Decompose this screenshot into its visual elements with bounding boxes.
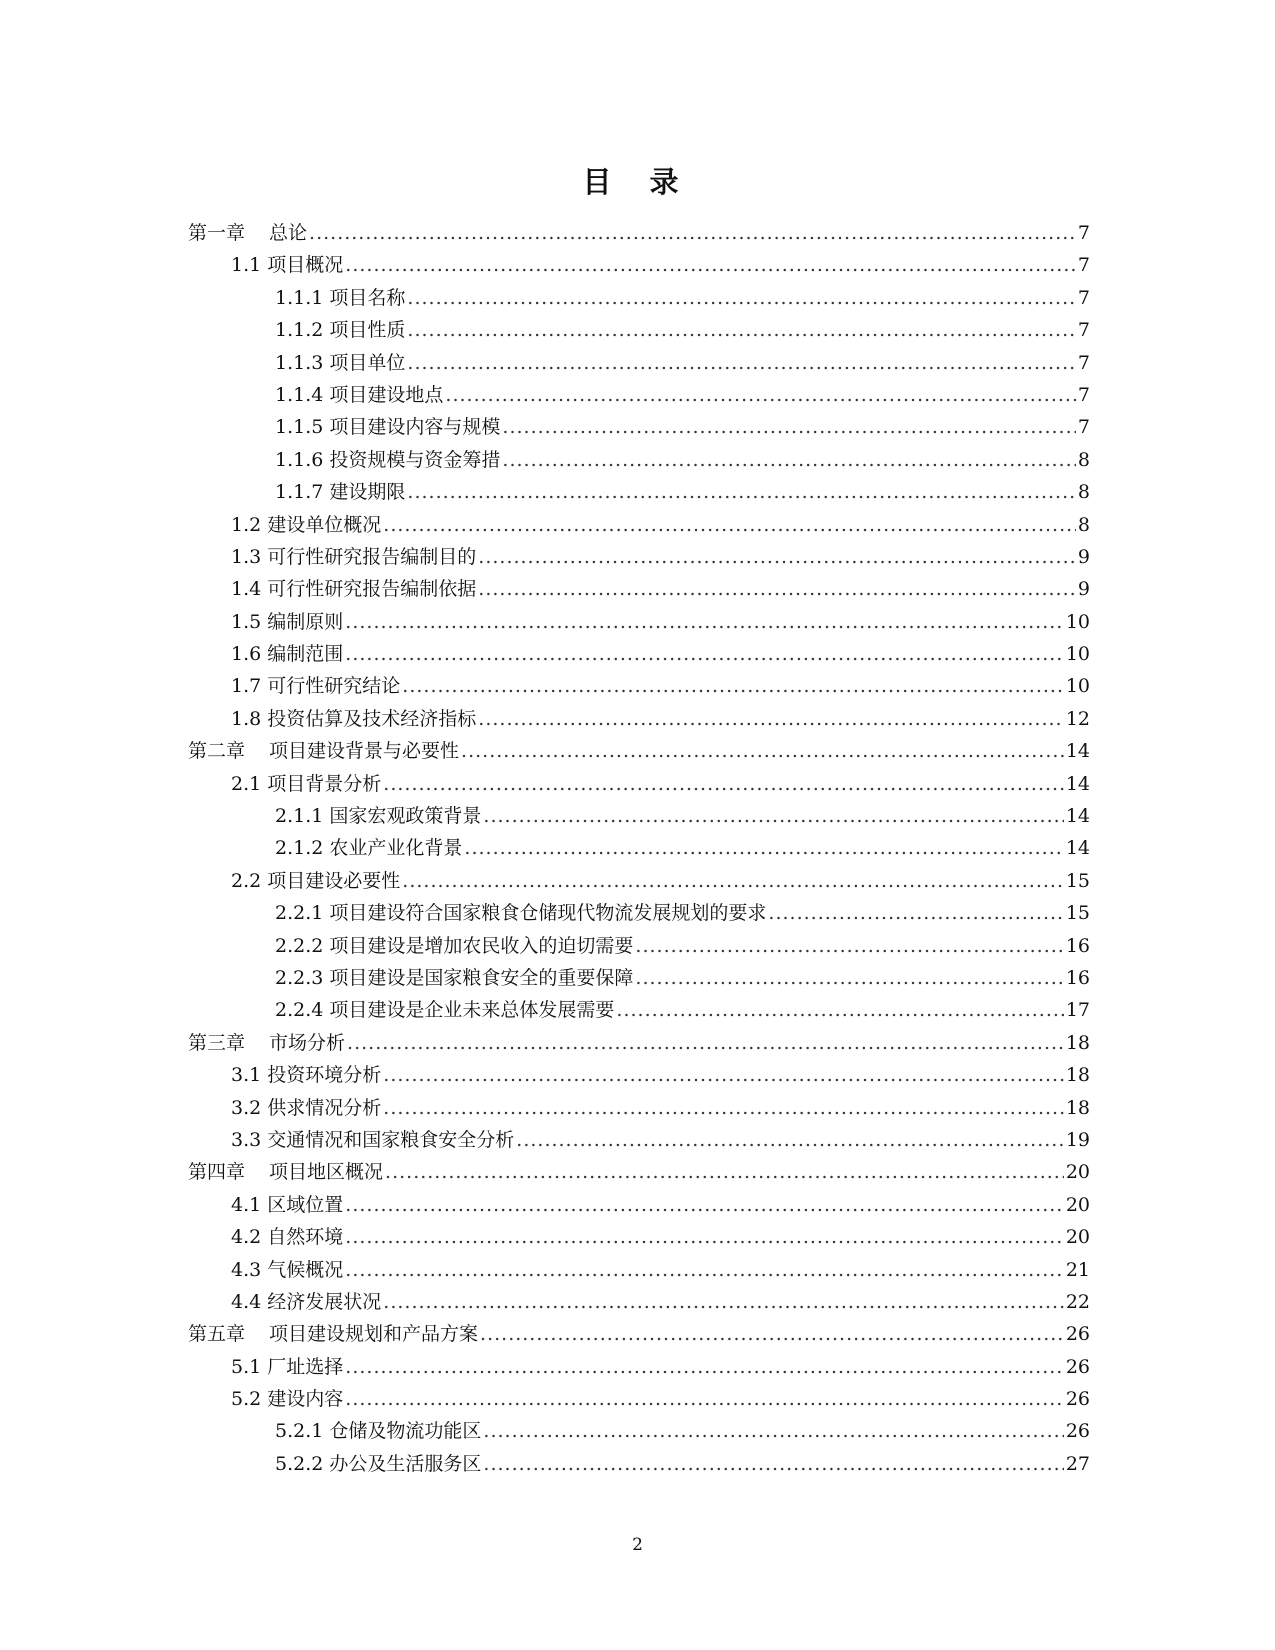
dot-leader (347, 1027, 1064, 1059)
table-of-contents (188, 217, 1090, 1480)
toc-entry-label: 可行性研究结论 (267, 675, 401, 698)
toc-entry-number: 1.7 (231, 675, 262, 698)
toc-entry-page: 10 (1065, 643, 1090, 666)
page-title: 目 录 (582, 165, 693, 199)
toc-entry-title (275, 282, 405, 314)
toc-entry-page: 9 (1077, 545, 1090, 568)
toc-entry-number: 2.2.3 (275, 966, 324, 989)
toc-entry-label: 国家宏观政策背景 (329, 805, 482, 828)
toc-entry-label: 编制原则 (267, 610, 344, 633)
toc-entry-label: 项目地区概况 (269, 1161, 384, 1184)
toc-entry-label: 自然环境 (267, 1226, 344, 1249)
toc-entry-title (275, 444, 500, 476)
page-number: 2 (632, 1535, 643, 1555)
toc-entry-page: 7 (1077, 319, 1090, 342)
dot-leader (502, 411, 1075, 443)
dot-leader (407, 347, 1075, 379)
toc-entry-number: 2.1.2 (275, 837, 324, 860)
toc-entry-label: 经济发展状况 (267, 1290, 382, 1313)
toc-entry-label: 供求情况分析 (267, 1096, 382, 1119)
dot-leader (345, 606, 1064, 638)
toc-entry[interactable] (188, 1318, 1090, 1350)
dot-leader (461, 735, 1064, 767)
toc-entry-number: 1.1.5 (275, 416, 324, 439)
toc-entry-page: 7 (1077, 222, 1090, 244)
toc-entry-number: 1.1.4 (275, 383, 324, 406)
toc-entry-label: 项目概况 (267, 254, 344, 277)
toc-entry-page: 20 (1065, 1226, 1090, 1249)
dot-leader (402, 865, 1064, 897)
toc-entry-page: 20 (1065, 1193, 1090, 1216)
toc-entry-page: 8 (1077, 481, 1090, 504)
toc-entry[interactable] (188, 1286, 1090, 1318)
toc-entry-label: 可行性研究报告编制依据 (267, 578, 477, 601)
toc-entry-page: 7 (1077, 351, 1090, 374)
toc-entry-title (231, 509, 381, 541)
toc-entry[interactable] (188, 897, 1090, 929)
toc-entry-number: 5.2.2 (275, 1452, 324, 1475)
toc-entry-page: 8 (1077, 448, 1090, 471)
toc-entry-number: 1.1.3 (275, 351, 324, 374)
toc-entry-page: 7 (1077, 286, 1090, 309)
toc-entry-label: 项目建设是增加农民收入的迫切需要 (329, 934, 634, 957)
dot-leader (385, 1156, 1064, 1188)
toc-entry-number: 1.1.2 (275, 319, 324, 342)
toc-entry[interactable] (188, 606, 1090, 638)
toc-entry-number: 5.2.1 (275, 1420, 324, 1443)
toc-entry-title (188, 1156, 383, 1188)
dot-leader (407, 314, 1075, 346)
toc-entry-number: 4.1 (231, 1193, 262, 1216)
toc-entry[interactable] (188, 1189, 1090, 1221)
toc-entry[interactable] (188, 962, 1090, 994)
toc-entry[interactable] (188, 1383, 1090, 1415)
toc-entry-title (275, 832, 462, 864)
toc-entry[interactable] (188, 509, 1090, 541)
toc-entry-label: 项目建设内容与规模 (329, 416, 501, 439)
toc-entry-label: 农业产业化背景 (329, 837, 463, 860)
toc-entry[interactable] (188, 1027, 1090, 1059)
toc-entry[interactable] (188, 1221, 1090, 1253)
toc-entry-title (188, 1027, 345, 1059)
toc-entry-label: 项目单位 (329, 351, 406, 374)
dot-leader (345, 1254, 1064, 1286)
toc-entry-number: 1.2 (231, 513, 262, 536)
toc-entry-page: 26 (1065, 1420, 1090, 1443)
toc-entry-number: 4.2 (231, 1226, 262, 1249)
toc-entry-number: 4.4 (231, 1290, 262, 1313)
toc-entry-page: 8 (1077, 513, 1090, 536)
toc-entry-title (231, 1059, 381, 1091)
toc-entry-page: 7 (1077, 254, 1090, 277)
toc-entry[interactable] (188, 282, 1090, 314)
dot-leader (345, 249, 1076, 281)
toc-entry-number: 1.4 (231, 578, 262, 601)
toc-entry-number: 3.3 (231, 1128, 262, 1151)
toc-entry-label: 项目建设地点 (329, 383, 444, 406)
toc-entry[interactable] (188, 735, 1090, 767)
toc-entry-page: 14 (1065, 740, 1090, 763)
dot-leader (383, 768, 1064, 800)
toc-entry-label: 项目背景分析 (267, 772, 382, 795)
toc-entry-label: 建设单位概况 (267, 513, 382, 536)
dot-leader (483, 1415, 1063, 1447)
toc-entry-page: 27 (1065, 1452, 1090, 1475)
toc-entry-number: 3.1 (231, 1064, 262, 1087)
dot-leader (478, 703, 1064, 735)
dot-leader (768, 897, 1063, 929)
toc-entry-number: 2.2.1 (275, 902, 324, 925)
toc-entry-page: 19 (1065, 1128, 1090, 1151)
toc-entry-number: 第五章 (188, 1323, 246, 1346)
toc-entry-label: 投资环境分析 (267, 1064, 382, 1087)
toc-entry-label: 项目建设是企业未来总体发展需要 (329, 999, 615, 1022)
toc-entry-title (188, 1318, 478, 1350)
toc-entry[interactable] (188, 1448, 1090, 1480)
toc-entry-page: 18 (1065, 1031, 1090, 1054)
toc-entry-page: 16 (1065, 934, 1090, 957)
toc-entry-number: 1.1.7 (275, 481, 324, 504)
toc-entry-label: 建设内容 (267, 1388, 344, 1411)
toc-entry-number: 1.1.1 (275, 286, 324, 309)
toc-entry-label: 项目建设规划和产品方案 (269, 1323, 479, 1346)
dot-leader (345, 1351, 1064, 1383)
dot-leader (383, 1286, 1064, 1318)
toc-entry-label: 投资规模与资金筹措 (329, 448, 501, 471)
toc-entry-number: 第四章 (188, 1161, 246, 1184)
dot-leader (616, 994, 1063, 1026)
toc-entry-title (231, 1221, 343, 1253)
dot-leader (445, 379, 1075, 411)
dot-leader (464, 832, 1063, 864)
toc-entry-page: 15 (1065, 902, 1090, 925)
toc-entry[interactable] (188, 1059, 1090, 1091)
toc-entry-number: 1.1.6 (275, 448, 324, 471)
toc-entry-label: 项目建设符合国家粮食仓储现代物流发展规划的要求 (329, 902, 767, 925)
toc-entry-title (275, 476, 405, 508)
toc-entry-page: 12 (1065, 707, 1090, 730)
toc-entry[interactable] (188, 865, 1090, 897)
toc-entry-number: 2.2 (231, 869, 262, 892)
toc-entry-page: 7 (1077, 383, 1090, 406)
toc-entry-page: 26 (1065, 1388, 1090, 1411)
toc-entry-title (275, 1415, 481, 1447)
toc-entry-page: 20 (1065, 1161, 1090, 1184)
toc-entry-label: 仓储及物流功能区 (329, 1420, 482, 1443)
toc-entry-title (275, 800, 481, 832)
toc-entry-number: 1.8 (231, 707, 262, 730)
toc-entry-label: 区域位置 (267, 1193, 344, 1216)
toc-entry[interactable] (188, 994, 1090, 1026)
toc-entry-title (231, 670, 400, 702)
dot-leader (635, 962, 1063, 994)
toc-entry-number: 第一章 (188, 222, 246, 244)
toc-entry-page: 9 (1077, 578, 1090, 601)
toc-entry-label: 投资估算及技术经济指标 (267, 707, 477, 730)
toc-entry-page: 18 (1065, 1064, 1090, 1087)
toc-entry-label: 编制范围 (267, 643, 344, 666)
toc-entry-label: 项目建设是国家粮食安全的重要保障 (329, 966, 634, 989)
toc-entry-label: 可行性研究报告编制目的 (267, 545, 477, 568)
toc-entry-title (275, 1448, 481, 1480)
toc-entry-title (231, 865, 400, 897)
toc-entry-page: 18 (1065, 1096, 1090, 1119)
toc-entry[interactable] (188, 314, 1090, 346)
toc-entry-page: 16 (1065, 966, 1090, 989)
toc-entry-number: 2.1.1 (275, 805, 324, 828)
dot-leader (478, 573, 1076, 605)
toc-entry-page: 7 (1077, 416, 1090, 439)
toc-entry[interactable] (188, 832, 1090, 864)
dot-leader (516, 1124, 1064, 1156)
toc-entry[interactable] (188, 476, 1090, 508)
toc-entry-number: 1.6 (231, 643, 262, 666)
dot-leader (309, 217, 1076, 249)
toc-entry[interactable] (188, 1351, 1090, 1383)
toc-entry-title (275, 897, 766, 929)
toc-entry-number: 5.1 (231, 1355, 262, 1378)
toc-entry-title (231, 638, 343, 670)
toc-entry-label: 项目名称 (329, 286, 406, 309)
toc-entry-page: 26 (1065, 1323, 1090, 1346)
dot-leader (345, 1221, 1064, 1253)
toc-entry-title (231, 1254, 343, 1286)
toc-entry-label: 气候概况 (267, 1258, 344, 1281)
toc-entry-title (231, 249, 343, 281)
toc-entry-label: 建设期限 (329, 481, 406, 504)
toc-entry-label: 厂址选择 (267, 1355, 344, 1378)
toc-entry[interactable] (188, 1254, 1090, 1286)
toc-entry-label: 项目建设背景与必要性 (269, 740, 460, 763)
dot-leader (383, 1092, 1064, 1124)
toc-entry-title (275, 379, 443, 411)
toc-entry-title (275, 930, 633, 962)
dot-leader (345, 1383, 1064, 1415)
toc-entry-title (275, 347, 405, 379)
toc-entry-number: 4.3 (231, 1258, 262, 1281)
dot-leader (407, 282, 1075, 314)
toc-entry-title (231, 1092, 381, 1124)
toc-entry[interactable] (188, 249, 1090, 281)
dot-leader (480, 1318, 1064, 1350)
toc-entry-label: 办公及生活服务区 (329, 1452, 482, 1475)
toc-entry-number: 2.2.2 (275, 934, 324, 957)
toc-entry-label: 项目性质 (329, 319, 406, 342)
dot-leader (345, 1189, 1064, 1221)
toc-entry-number: 1.3 (231, 545, 262, 568)
toc-entry-page: 15 (1065, 869, 1090, 892)
toc-entry-page: 10 (1065, 675, 1090, 698)
toc-entry-label: 项目建设必要性 (267, 869, 401, 892)
toc-entry-label: 总论 (269, 222, 308, 244)
toc-entry[interactable] (188, 379, 1090, 411)
toc-entry-number: 1.5 (231, 610, 262, 633)
toc-entry-number: 1.1 (231, 254, 262, 277)
toc-entry[interactable] (188, 1415, 1090, 1447)
toc-entry-title (231, 573, 476, 605)
dot-leader (478, 541, 1076, 573)
toc-entry-title (231, 1189, 343, 1221)
toc-entry-page: 17 (1065, 999, 1090, 1022)
toc-entry-title (275, 994, 614, 1026)
toc-entry-number: 3.2 (231, 1096, 262, 1119)
toc-entry-title (231, 703, 476, 735)
toc-entry[interactable] (188, 800, 1090, 832)
dot-leader (502, 444, 1075, 476)
dot-leader (402, 670, 1064, 702)
dot-leader (483, 1448, 1063, 1480)
toc-entry-title (188, 217, 307, 249)
dot-leader (635, 930, 1063, 962)
toc-entry-number: 2.2.4 (275, 999, 324, 1022)
toc-entry[interactable] (188, 703, 1090, 735)
toc-entry-number: 第三章 (188, 1031, 246, 1054)
dot-leader (383, 509, 1076, 541)
toc-entry-title (231, 606, 343, 638)
toc-entry-title (231, 1124, 514, 1156)
toc-entry[interactable] (188, 768, 1090, 800)
toc-entry-title (275, 314, 405, 346)
dot-leader (383, 1059, 1064, 1091)
toc-entry-number: 5.2 (231, 1388, 262, 1411)
toc-entry-page: 22 (1065, 1290, 1090, 1313)
toc-entry-title (188, 735, 459, 767)
toc-entry-page: 14 (1065, 772, 1090, 795)
toc-entry-page: 26 (1065, 1355, 1090, 1378)
toc-entry-page: 14 (1065, 837, 1090, 860)
dot-leader (407, 476, 1075, 508)
toc-entry-page: 21 (1065, 1258, 1090, 1281)
toc-entry[interactable] (188, 1124, 1090, 1156)
toc-entry-title (231, 1286, 381, 1318)
toc-entry[interactable] (188, 670, 1090, 702)
toc-entry-page: 10 (1065, 610, 1090, 633)
toc-entry-label: 交通情况和国家粮食安全分析 (267, 1128, 515, 1151)
toc-entry[interactable] (188, 1092, 1090, 1124)
toc-entry[interactable] (188, 411, 1090, 443)
toc-entry[interactable] (188, 347, 1090, 379)
toc-entry-page: 14 (1065, 805, 1090, 828)
toc-entry-number: 2.1 (231, 772, 262, 795)
toc-entry[interactable] (188, 444, 1090, 476)
toc-entry-title (275, 962, 633, 994)
toc-entry-title (231, 768, 381, 800)
toc-entry[interactable] (188, 217, 1090, 249)
toc-entry[interactable] (188, 930, 1090, 962)
dot-leader (345, 638, 1064, 670)
dot-leader (483, 800, 1063, 832)
toc-entry[interactable] (188, 573, 1090, 605)
toc-entry-title (231, 541, 476, 573)
toc-entry[interactable] (188, 638, 1090, 670)
toc-entry[interactable] (188, 1156, 1090, 1188)
toc-entry-title (275, 411, 500, 443)
toc-entry[interactable] (188, 541, 1090, 573)
toc-entry-title (231, 1351, 343, 1383)
toc-entry-number: 第二章 (188, 740, 246, 763)
toc-entry-title (231, 1383, 343, 1415)
toc-entry-label: 市场分析 (269, 1031, 346, 1054)
